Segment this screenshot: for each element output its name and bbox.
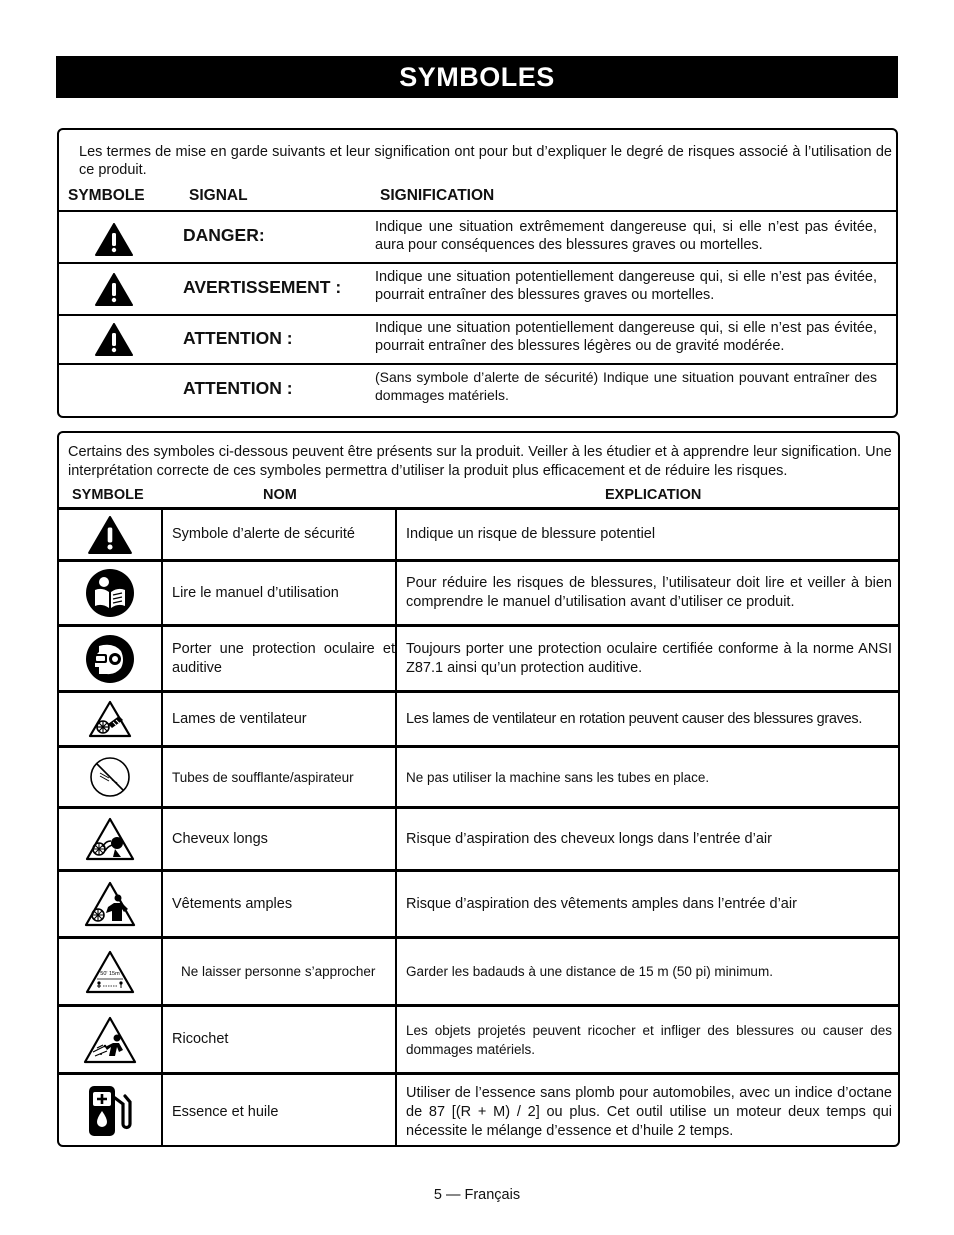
symbol-explanation: Utiliser de l’essence sans plomb pour automobiles, avec un indice d’octane de 87 [(R + M) / 2] ou plus. Cet outil utilise un moteur deux temps qui nécessite le mélange d’essence et d’huile 2 temps.: [406, 1084, 892, 1139]
symbol-name: Lames de ventilateur: [165, 693, 397, 745]
safety-alert-icon: [88, 516, 132, 554]
symbol-explanation: Pour réduire les risques de blessures, l’utilisateur doit lire et veiller à bien comprendre le manuel d’utilisation avant d’utiliser ce produit.: [406, 575, 892, 610]
eye-ear-protection-icon: [85, 634, 135, 684]
symbol-name: Ne laisser personne s’approcher: [165, 939, 397, 1004]
page-title: SYMBOLES: [56, 56, 898, 98]
signal-description: Indique une situation potentiellement dangereuse qui, si elle n’est pas évitée, pourrait entraîner des blessures graves ou mortelles.: [375, 269, 877, 303]
symbol-row: [59, 507, 898, 559]
header-signal: SIGNAL: [189, 187, 248, 204]
header-name: NOM: [263, 487, 297, 503]
symbol-explanation: Ne pas utiliser la machine sans les tubes en place.: [406, 769, 710, 785]
signal-intro: Les termes de mise en garde suivants et leur signification ont pour but d’expliquer le degré de risques associé à l’utilisation de ce produit.: [79, 144, 892, 178]
symbol-row: [59, 745, 898, 806]
symbol-explanation: Les objets projetés peuvent ricocher et infliger des blessures ou causer des dommages matériels.: [406, 1022, 892, 1057]
signal-description: Indique une situation extrêmement dangereuse qui, si elle n’est pas évitée, aura pour conséquences des blessures graves ou mortelles.: [375, 219, 877, 253]
signal-description: Indique une situation potentiellement dangereuse qui, si elle n’est pas évitée, pourrait entraîner des blessures légères ou de gravité modérée.: [375, 320, 877, 354]
loose-clothing-icon: [84, 881, 136, 927]
symbols-box: [57, 431, 900, 1147]
symbol-explanation: Toujours porter une protection oculaire certifiée conforme à la norme ANSI Z87.1 ainsi qu’un protection auditive.: [406, 640, 892, 676]
signal-label: ATTENTION :: [183, 328, 293, 348]
symbol-explanation: Indique un risque de blessure potentiel: [406, 526, 656, 542]
symbol-name: Symbole d’alerte de sécurité: [165, 510, 397, 559]
header-explanation: EXPLICATION: [605, 487, 702, 503]
signal-words-box: [57, 128, 898, 418]
symbols-intro: Certains des symboles ci-dessous peuvent être présents sur la produit. Veiller à les étudier et à apprendre leur signification. Une interprétation correcte de ces symboles permettra d’utiliser la produit plus efficacement et de réduire les risques.: [68, 444, 892, 479]
symbol-row: [59, 806, 898, 869]
symbol-row: [59, 1004, 898, 1072]
header-symbol: SYMBOLE: [68, 187, 145, 204]
page-footer: 5 — Français: [433, 1187, 521, 1203]
safety-alert-icon: [95, 223, 133, 256]
symbol-row: [59, 869, 898, 936]
safety-alert-icon: [95, 323, 133, 356]
bystanders-icon: [85, 950, 135, 994]
signal-label: AVERTISSEMENT :: [183, 277, 342, 297]
header-symbol: SYMBOLE: [72, 487, 144, 503]
symbol-name: Ricochet: [165, 1007, 397, 1072]
symbol-explanation: Les lames de ventilateur en rotation peuvent causer des blessures graves.: [406, 710, 863, 727]
symbol-row: [59, 624, 898, 690]
symbol-name: Lire le manuel d’utilisation: [165, 562, 397, 624]
no-tubes-icon: [89, 756, 131, 798]
fan-blades-icon: [88, 700, 132, 738]
signal-label: ATTENTION :: [183, 378, 293, 398]
signal-label: DANGER:: [183, 225, 265, 245]
symbol-name: Vêtements amples: [165, 872, 397, 936]
signal-row-warning: [59, 262, 896, 314]
header-meaning: SIGNIFICATION: [380, 187, 495, 204]
fuel-pump-icon: [87, 1084, 133, 1140]
signal-row-caution-property: [59, 363, 896, 418]
symbol-name: Porter une protection oculaire et auditive: [165, 627, 397, 690]
ricochet-icon: [83, 1016, 137, 1064]
read-manual-icon: [85, 568, 135, 618]
safety-alert-icon: [95, 273, 133, 306]
symbol-explanation: Garder les badauds à une distance de 15 m (50 pi) minimum.: [406, 964, 773, 979]
bystanders-distance-text: 50' 15m: [100, 970, 120, 977]
long-hair-icon: [85, 817, 135, 861]
symbol-name: Essence et huile: [165, 1075, 397, 1147]
symbol-name: Cheveux longs: [165, 809, 397, 869]
symbol-explanation: Risque d’aspiration des vêtements amples dans l’entrée d’air: [406, 895, 797, 912]
signal-description: (Sans symbole d’alerte de sécurité) Indique une situation pouvant entraîner des dommages matériels.: [375, 369, 877, 403]
symbol-row: [59, 690, 898, 745]
signal-row-caution: [59, 314, 896, 363]
symbol-name: Tubes de soufflante/aspirateur: [165, 748, 397, 806]
symbol-row: [59, 1072, 898, 1147]
signal-row-danger: [59, 210, 896, 262]
symbol-row: [59, 936, 898, 1004]
symbol-row: [59, 559, 898, 624]
symbol-explanation: Risque d’aspiration des cheveux longs dans l’entrée d’air: [406, 830, 772, 847]
